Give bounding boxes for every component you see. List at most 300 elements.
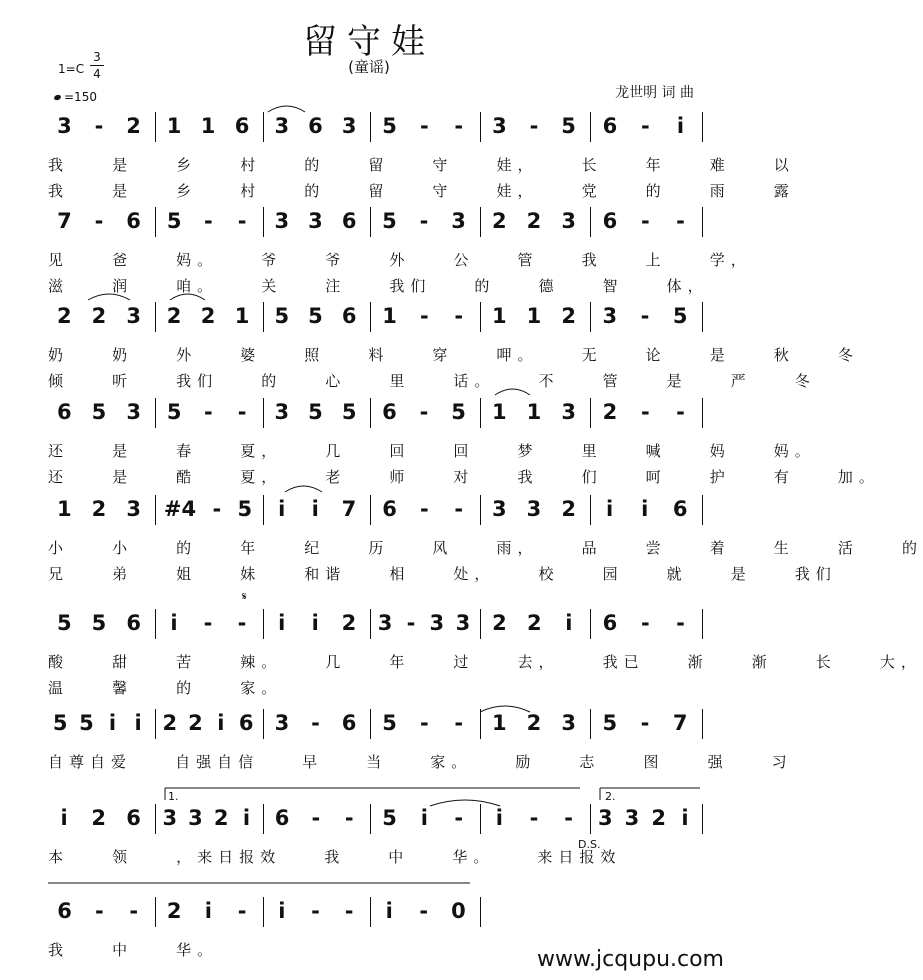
note: 5 <box>451 400 466 424</box>
note: - <box>129 899 139 923</box>
note: - <box>237 400 247 424</box>
measure <box>47 800 151 836</box>
note: 6 <box>126 806 141 830</box>
note: 5 <box>672 304 688 328</box>
song-subtitle: (童谣) <box>348 58 390 76</box>
note: 2 <box>166 899 182 923</box>
note: #4 <box>163 497 197 521</box>
note: i <box>681 806 689 830</box>
measure <box>265 298 366 334</box>
measure <box>157 203 259 239</box>
measure <box>592 705 698 741</box>
note: 2 <box>526 711 542 735</box>
note: - <box>212 497 222 521</box>
barline <box>480 709 481 739</box>
note: - <box>640 400 650 424</box>
notes-line <box>0 108 738 144</box>
measure <box>592 800 698 836</box>
measure <box>482 108 586 144</box>
note: 2 <box>213 806 229 830</box>
barline <box>480 207 481 237</box>
measure <box>265 394 366 430</box>
barline <box>155 398 156 428</box>
note: - <box>676 400 685 424</box>
measure <box>157 298 259 334</box>
note: 6 <box>341 304 357 328</box>
measure <box>265 800 366 836</box>
barline <box>263 897 264 927</box>
note: i <box>311 497 319 521</box>
note: 5 <box>308 400 323 424</box>
note: 3 <box>526 497 542 521</box>
lyric-text: 我 中 华。 <box>48 941 219 959</box>
note: - <box>237 209 247 233</box>
note: 3 <box>598 806 613 830</box>
lyric-line-1 <box>0 249 752 269</box>
measure <box>592 203 698 239</box>
note: 6 <box>602 611 618 635</box>
time-bottom: 4 <box>93 67 101 81</box>
measure <box>482 800 586 836</box>
note: i <box>495 806 503 830</box>
barline <box>370 207 371 237</box>
measure <box>157 705 259 741</box>
barline <box>263 709 264 739</box>
lyric-text: 本 领 ，来日报效 我 中 华。 来日报效 <box>48 848 622 866</box>
note: i <box>565 611 573 635</box>
note: i <box>134 711 142 735</box>
measure <box>372 203 476 239</box>
measure <box>482 203 586 239</box>
note: 7 <box>672 711 688 735</box>
note: i <box>170 611 178 635</box>
lyric-text: 我 是 乡 村 的 留 守 娃， 长 年 难 以 <box>48 156 795 174</box>
note: - <box>419 114 429 138</box>
lyric-line-2 <box>0 466 880 486</box>
note: 6 <box>57 400 72 424</box>
barline <box>155 112 156 142</box>
note: 5 <box>166 209 182 233</box>
note: 6 <box>238 711 254 735</box>
notes-line <box>0 298 738 334</box>
note: 2 <box>200 304 216 328</box>
key-signature: 1=C <box>58 62 85 76</box>
note: 6 <box>57 899 72 923</box>
measure <box>372 893 476 929</box>
note: - <box>344 806 354 830</box>
score-row-3 <box>0 298 859 390</box>
lyric-text: 奶 奶 外 婆 照 料 穿 呷。 无 论 是 秋 冬 <box>48 346 859 364</box>
score-row-7 <box>0 705 793 771</box>
lyric-text: 温 馨 的 家。 <box>48 679 283 697</box>
note: 3 <box>561 711 576 735</box>
barline <box>370 897 371 927</box>
note: - <box>203 209 213 233</box>
lyric-text: 酸 甜 苦 辣。 几 年 过 去， 我已 渐 渐 长 大， <box>48 653 922 671</box>
note: 5 <box>382 806 397 830</box>
barline <box>263 495 264 525</box>
note: 2 <box>188 711 203 735</box>
note: 3 <box>377 611 393 635</box>
note: 1 <box>166 114 182 138</box>
note: 2 <box>561 497 576 521</box>
note: - <box>94 899 104 923</box>
note: 3 <box>455 611 471 635</box>
song-title: 留守娃 <box>303 22 435 62</box>
notes-line <box>0 605 738 641</box>
barline <box>370 804 371 834</box>
barline <box>702 302 703 332</box>
note: - <box>640 209 650 233</box>
measure <box>372 108 476 144</box>
lyric-line-1 <box>0 154 795 174</box>
note: 5 <box>57 611 72 635</box>
lyric-text: 还 是 酷 夏， 老 师 对 我 们 呵 护 有 加。 <box>48 468 880 486</box>
lyric-line-2 <box>0 370 816 390</box>
barline <box>590 495 591 525</box>
score-row-6 <box>0 605 922 697</box>
note: 6 <box>126 611 141 635</box>
measure <box>372 394 476 430</box>
volta-2-label: 2. <box>605 790 616 803</box>
measure <box>47 491 151 527</box>
measure <box>47 108 151 144</box>
time-signature <box>90 50 104 81</box>
note: 5 <box>382 711 397 735</box>
time-top: 3 <box>93 50 101 64</box>
note: 3 <box>341 114 357 138</box>
score-row-1 <box>0 108 795 200</box>
barline <box>370 302 371 332</box>
note: i <box>242 806 251 830</box>
note: - <box>419 304 429 328</box>
score-row-9 <box>0 893 738 959</box>
barline <box>480 398 481 428</box>
note: 5 <box>274 304 290 328</box>
note: 3 <box>602 304 618 328</box>
note: 6 <box>672 497 688 521</box>
note: i <box>641 497 649 521</box>
note: 3 <box>188 806 203 830</box>
note: 1 <box>234 304 250 328</box>
measure <box>157 605 259 641</box>
note: 3 <box>274 711 290 735</box>
note: - <box>640 611 650 635</box>
barline <box>702 804 703 834</box>
lyric-text: 小 小 的 年 纪 历 风 雨， 品 尝 着 生 活 的 <box>48 539 923 557</box>
note: 7 <box>341 497 357 521</box>
measure <box>265 203 366 239</box>
barline <box>480 897 481 927</box>
barline <box>480 804 481 834</box>
note: 3 <box>126 497 141 521</box>
barline <box>263 398 264 428</box>
note: 1 <box>492 304 507 328</box>
lyric-line-1 <box>0 846 738 866</box>
note: 6 <box>274 806 290 830</box>
lyric-line-1 <box>0 440 816 460</box>
note: 2 <box>492 611 507 635</box>
measure <box>47 893 151 929</box>
barline <box>370 709 371 739</box>
measure <box>372 605 476 641</box>
measure <box>265 108 366 144</box>
measure <box>372 491 476 527</box>
note: 3 <box>162 806 178 830</box>
measure <box>372 800 476 836</box>
barline <box>590 709 591 739</box>
lyric-text: 滋 润 咱。 关 注 我们 的 德 智 体， <box>48 277 709 295</box>
note: 2 <box>91 806 106 830</box>
note: i <box>217 711 225 735</box>
note: 5 <box>237 497 253 521</box>
note: 6 <box>308 114 323 138</box>
note: - <box>640 114 650 138</box>
note: 5 <box>382 114 397 138</box>
note: - <box>640 304 650 328</box>
note: - <box>237 899 247 923</box>
note: - <box>344 899 354 923</box>
measure <box>592 491 698 527</box>
barline <box>155 495 156 525</box>
measure <box>372 298 476 334</box>
note: - <box>203 611 213 635</box>
note: - <box>419 209 429 233</box>
note: 6 <box>602 114 618 138</box>
note: - <box>454 304 464 328</box>
note: - <box>564 806 573 830</box>
note: 2 <box>492 209 507 233</box>
note: 1 <box>382 304 397 328</box>
note: 3 <box>492 114 507 138</box>
measure <box>482 705 586 741</box>
barline <box>155 207 156 237</box>
lyric-line-1 <box>0 751 793 771</box>
barline <box>702 112 703 142</box>
notes-line <box>0 705 738 741</box>
note: - <box>406 611 416 635</box>
measure <box>482 394 586 430</box>
measure <box>265 705 366 741</box>
note: 2 <box>526 209 542 233</box>
barline <box>590 804 591 834</box>
barline <box>263 207 264 237</box>
site-watermark: www.jcqupu.com <box>537 947 724 972</box>
note: 3 <box>429 611 445 635</box>
note: 6 <box>234 114 250 138</box>
barline <box>155 709 156 739</box>
notes-line <box>0 800 738 836</box>
note: - <box>454 711 464 735</box>
note: i <box>605 497 614 521</box>
barline <box>155 302 156 332</box>
measure <box>47 705 151 741</box>
measure <box>157 491 259 527</box>
measure <box>372 705 476 741</box>
note: 2 <box>602 400 618 424</box>
barline <box>590 609 591 639</box>
note: 5 <box>52 711 68 735</box>
measure <box>482 298 586 334</box>
barline <box>480 302 481 332</box>
note: i <box>204 899 212 923</box>
note: 1 <box>200 114 216 138</box>
barline <box>370 398 371 428</box>
note: 1 <box>526 304 542 328</box>
note: 5 <box>91 400 107 424</box>
note: - <box>311 711 320 735</box>
barline <box>702 495 703 525</box>
barline <box>370 495 371 525</box>
score-row-2 <box>0 203 752 295</box>
note: - <box>676 209 685 233</box>
note: i <box>278 611 286 635</box>
note: - <box>94 114 104 138</box>
quarter-note-icon <box>53 94 61 101</box>
note: - <box>311 806 321 830</box>
note: 5 <box>341 400 357 424</box>
measure <box>482 491 586 527</box>
note: i <box>278 899 286 923</box>
note: 2 <box>166 304 182 328</box>
note: 6 <box>382 400 397 424</box>
tempo-value: =150 <box>64 90 97 104</box>
note: 6 <box>341 711 357 735</box>
note: 3 <box>561 400 576 424</box>
note: i <box>60 806 68 830</box>
note: 3 <box>561 209 576 233</box>
note: i <box>108 711 117 735</box>
notes-line <box>0 893 738 929</box>
barline <box>155 804 156 834</box>
barline <box>702 398 703 428</box>
note: 1 <box>57 497 72 521</box>
note: i <box>311 611 319 635</box>
lyric-line-2 <box>0 275 738 295</box>
measure <box>157 800 259 836</box>
lyric-text: 还 是 春 夏， 几 回 回 梦 里 喊 妈 妈。 <box>48 442 816 460</box>
barline <box>370 609 371 639</box>
note: 3 <box>624 806 640 830</box>
lyric-text: 见 爸 妈。 爷 爷 外 公 管 我 上 学， <box>48 251 752 269</box>
note: 3 <box>126 304 141 328</box>
note: 6 <box>602 209 618 233</box>
note: i <box>278 497 286 521</box>
measure <box>47 394 151 430</box>
note: - <box>529 114 539 138</box>
score-row-5 <box>0 491 923 583</box>
note: - <box>454 114 464 138</box>
note: 2 <box>527 611 542 635</box>
note: 2 <box>162 711 178 735</box>
note: - <box>640 711 650 735</box>
note: 0 <box>451 899 466 923</box>
notes-line <box>0 491 738 527</box>
note: 3 <box>274 209 290 233</box>
measure <box>157 108 259 144</box>
note: 5 <box>79 711 94 735</box>
measure <box>47 298 151 334</box>
note: 2 <box>561 304 576 328</box>
lyric-line-1 <box>0 344 859 364</box>
measure <box>157 394 259 430</box>
lyric-line-1 <box>0 651 922 671</box>
note: 3 <box>274 114 290 138</box>
note: 6 <box>341 209 357 233</box>
note: i <box>420 806 428 830</box>
note: - <box>94 209 104 233</box>
lyric-text: 自尊自爱 自强自信 早 当 家。 励 志 图 强 习 <box>48 753 793 771</box>
barline <box>590 302 591 332</box>
barline <box>155 897 156 927</box>
note: i <box>385 899 393 923</box>
lyric-text: 倾 听 我们 的 心 里 话。 不 管 是 严 冬 <box>48 372 816 390</box>
segno-sign: 𝄋 <box>242 590 247 603</box>
note: 5 <box>382 209 397 233</box>
score-row-4 <box>0 394 880 486</box>
barline <box>480 609 481 639</box>
note: 5 <box>166 400 182 424</box>
measure <box>265 605 366 641</box>
barline <box>480 495 481 525</box>
note: - <box>203 400 213 424</box>
tempo-marking <box>54 90 97 104</box>
volta-1-label: 1. <box>168 790 179 803</box>
measure <box>592 298 698 334</box>
measure <box>265 491 366 527</box>
note: - <box>454 806 464 830</box>
lyric-line-1 <box>0 537 923 557</box>
measure <box>592 108 698 144</box>
ds-marking: D.S. <box>578 838 601 851</box>
note: 6 <box>382 497 397 521</box>
barline <box>702 609 703 639</box>
barline <box>263 302 264 332</box>
measure <box>157 893 259 929</box>
note: 5 <box>308 304 323 328</box>
barline <box>590 112 591 142</box>
lyric-line-2 <box>0 563 837 583</box>
measure <box>592 605 698 641</box>
note: 1 <box>526 400 542 424</box>
note: i <box>676 114 685 138</box>
note: 5 <box>91 611 107 635</box>
measure <box>47 605 151 641</box>
barline <box>263 609 264 639</box>
notes-line <box>0 203 738 239</box>
note: - <box>237 611 247 635</box>
lyric-line-2 <box>0 677 738 697</box>
lyric-text: 我 是 乡 村 的 留 守 娃， 党 的 雨 露 <box>48 182 795 200</box>
barline <box>263 112 264 142</box>
barline <box>263 804 264 834</box>
lyric-line-2 <box>0 180 795 200</box>
measure <box>592 394 698 430</box>
barline <box>370 112 371 142</box>
note: - <box>419 711 429 735</box>
note: 1 <box>492 400 507 424</box>
barline <box>155 609 156 639</box>
note: 2 <box>91 497 107 521</box>
note: 5 <box>561 114 576 138</box>
note: 7 <box>57 209 72 233</box>
measure <box>47 203 151 239</box>
note: 6 <box>126 209 141 233</box>
note: 2 <box>651 806 666 830</box>
note: 3 <box>57 114 72 138</box>
measure <box>265 893 366 929</box>
measure <box>482 605 586 641</box>
